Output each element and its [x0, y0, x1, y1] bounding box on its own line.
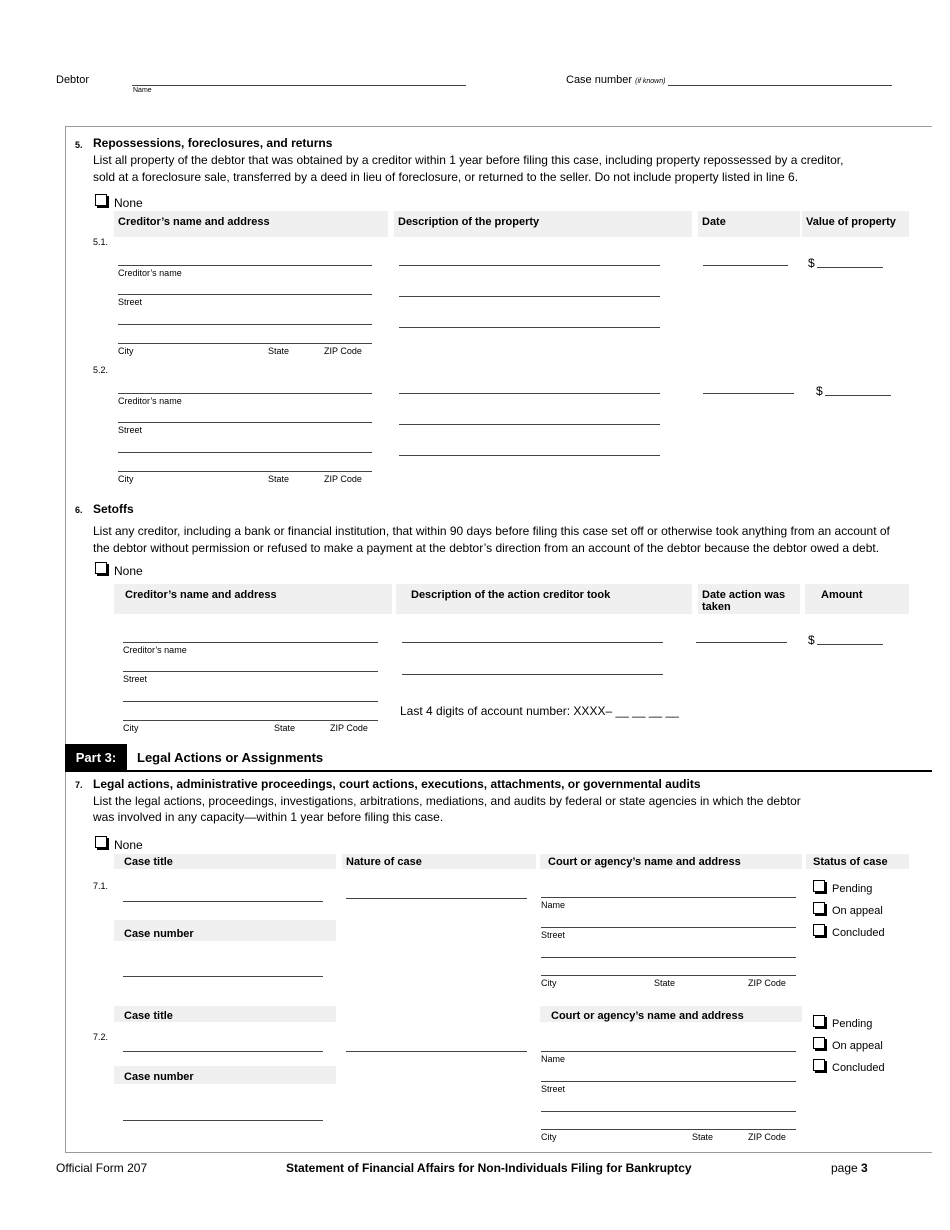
s5-1-dollar: $ [808, 256, 815, 270]
s7-col-status: Status of case [806, 854, 909, 869]
part3-title: Legal Actions or Assignments [137, 750, 324, 765]
s6-creditor-name-caption: Creditor’s name [123, 645, 187, 655]
s5-col-creditor: Creditor’s name and address [114, 211, 388, 237]
s5-1-creditor-name-line[interactable] [118, 265, 372, 266]
s7-none-checkbox[interactable] [95, 836, 107, 848]
s5-1-creditor-name-caption: Creditor’s name [118, 268, 182, 278]
s7-2-case-title-header: Case title [114, 1006, 336, 1022]
part3-label: Part 3: [65, 744, 127, 772]
s5-2-state-caption: State [268, 474, 290, 484]
s5-2-value-line[interactable] [825, 395, 891, 396]
s7-2-on-appeal-checkbox[interactable] [813, 1037, 825, 1049]
s6-desc-2: the debtor without permission or refused to make a payment at the debtor’s direction from an account of the debtor because the debtor owed a debt. [93, 541, 880, 555]
s5-number: 5. [75, 140, 83, 150]
s7-number: 7. [75, 780, 83, 790]
s7-title: Legal actions, administrative proceedings, court actions, executions, attachments, or governmental audits [93, 777, 701, 791]
s6-none-label: None [114, 564, 143, 578]
s7-1-court-name-line[interactable] [541, 897, 796, 898]
s5-1-street-caption: Street [118, 297, 143, 307]
s6-city-line[interactable] [123, 720, 378, 721]
s7-2-name-caption: Name [541, 1054, 566, 1064]
s7-2-city-caption: City [541, 1132, 557, 1142]
s7-col-court: Court or agency’s name and address [540, 854, 802, 869]
s5-1-city-line[interactable] [118, 343, 372, 344]
s6-col-creditor: Creditor’s name and address [114, 584, 392, 614]
s7-col-case-title: Case title [114, 854, 336, 869]
s7-desc-2: was involved in any capacity—within 1 year before filing this case. [93, 810, 444, 824]
s7-2-pending-checkbox[interactable] [813, 1015, 825, 1027]
s7-1-state-caption: State [654, 978, 676, 988]
s6-col-amount: Amount [805, 584, 909, 614]
s7-2-case-number-line[interactable] [123, 1120, 323, 1121]
s7-2-court-header: Court or agency’s name and address [540, 1006, 802, 1022]
s6-desc-line-1[interactable] [402, 642, 663, 643]
footer-form-name: Official Form 207 [56, 1161, 148, 1175]
s5-col-value: Value of property [802, 211, 909, 237]
s7-2-nature-line[interactable] [346, 1051, 527, 1052]
s5-1-value-line[interactable] [817, 267, 883, 268]
s6-city-caption: City [123, 723, 139, 733]
s5-2-address-line[interactable] [118, 452, 372, 453]
s6-dollar: $ [808, 633, 815, 647]
s6-col-date: Date action was taken [698, 584, 800, 614]
s7-1-case-title-line[interactable] [123, 901, 323, 902]
s7-1-nature-line[interactable] [346, 898, 527, 899]
s6-creditor-name-line[interactable] [123, 642, 378, 643]
s7-1-city-line[interactable] [541, 975, 796, 976]
s7-1-on-appeal-label: On appeal [832, 905, 883, 917]
debtor-label: Debtor [56, 74, 90, 86]
s7-2-case-title-line[interactable] [123, 1051, 323, 1052]
s6-col-description: Description of the action creditor took [396, 584, 692, 614]
s5-1-address-line[interactable] [118, 324, 372, 325]
s7-1-street-caption: Street [541, 930, 566, 940]
s7-2-zip-caption: ZIP Code [748, 1132, 786, 1142]
case-number-label: Case number (if known) [566, 74, 666, 86]
s5-desc-1: List all property of the debtor that was obtained by a creditor within 1 year before filing this case, including property repossessed by a creditor, [93, 153, 844, 167]
s5-1-desc-line-3[interactable] [399, 327, 660, 328]
s5-2-creditor-name-caption: Creditor’s name [118, 396, 182, 406]
s6-last4-account[interactable]: Last 4 digits of account number: XXXX– __ __ __ __ [400, 704, 679, 718]
s5-2-creditor-name-line[interactable] [118, 393, 372, 394]
s7-1-street-line[interactable] [541, 927, 796, 928]
s6-amount-line[interactable] [817, 644, 883, 645]
s6-none-checkbox[interactable] [95, 562, 107, 574]
s5-2-date-line[interactable] [703, 393, 794, 394]
s7-col-nature: Nature of case [342, 854, 536, 869]
s7-2-address-line[interactable] [541, 1111, 796, 1112]
s7-2-concluded-checkbox[interactable] [813, 1059, 825, 1071]
s6-desc-1: List any creditor, including a bank or financial institution, that within 90 days before filing this case set off or otherwise took anything from an account of [93, 524, 890, 538]
s7-1-pending-checkbox[interactable] [813, 880, 825, 892]
s7-2-city-line[interactable] [541, 1129, 796, 1130]
part3-header [65, 744, 932, 772]
s6-street-line[interactable] [123, 671, 378, 672]
s6-title: Setoffs [93, 502, 134, 516]
s5-1-zip-caption: ZIP Code [324, 346, 362, 356]
s5-none-checkbox[interactable] [95, 194, 107, 206]
s7-2-case-number-header: Case number [114, 1066, 336, 1084]
s7-2-on-appeal-label: On appeal [832, 1040, 883, 1052]
s5-none-label: None [114, 196, 143, 210]
s5-1-desc-line-1[interactable] [399, 265, 660, 266]
s7-row-2-number: 7.2. [93, 1032, 109, 1042]
s5-2-dollar: $ [816, 384, 823, 398]
page-number: 3 [861, 1161, 868, 1175]
s7-2-street-line[interactable] [541, 1081, 796, 1082]
s6-zip-caption: ZIP Code [330, 723, 368, 733]
debtor-name-line[interactable] [132, 85, 466, 86]
form-frame [65, 126, 932, 1153]
s7-2-concluded-label: Concluded [832, 1062, 885, 1074]
footer-page: page 3 [831, 1161, 868, 1175]
s5-col-description: Description of the property [394, 211, 692, 237]
s6-number: 6. [75, 505, 83, 515]
s6-street-caption: Street [123, 674, 148, 684]
s5-title: Repossessions, foreclosures, and returns [93, 136, 333, 150]
s7-1-pending-label: Pending [832, 883, 873, 895]
s7-1-concluded-checkbox[interactable] [813, 924, 825, 936]
s5-row-1-number: 5.1. [93, 237, 109, 247]
s7-1-case-number-header: Case number [114, 920, 336, 941]
s7-1-address-line[interactable] [541, 957, 796, 958]
s7-1-case-number-line[interactable] [123, 976, 323, 977]
s5-1-date-line[interactable] [703, 265, 788, 266]
s7-2-pending-label: Pending [832, 1018, 873, 1030]
s6-desc-line-2[interactable] [402, 674, 663, 675]
case-number-line[interactable] [668, 85, 892, 86]
s5-2-street-line[interactable] [118, 422, 372, 423]
s5-1-city-caption: City [118, 346, 134, 356]
s5-2-desc-line-1[interactable] [399, 393, 660, 394]
s5-2-city-caption: City [118, 474, 134, 484]
s7-1-name-caption: Name [541, 900, 566, 910]
s7-2-court-name-line[interactable] [541, 1051, 796, 1052]
s7-none-label: None [114, 838, 143, 852]
s5-2-desc-line-2[interactable] [399, 424, 660, 425]
s7-row-1-number: 7.1. [93, 881, 109, 891]
footer-title: Statement of Financial Affairs for Non-Individuals Filing for Bankruptcy [286, 1161, 692, 1175]
s5-1-street-line[interactable] [118, 294, 372, 295]
name-caption: Name [133, 87, 152, 94]
s5-2-street-caption: Street [118, 425, 143, 435]
s5-desc-2: sold at a foreclosure sale, transferred by a deed in lieu of foreclosure, or returned to the seller. Do not include property listed in line 6. [93, 170, 799, 184]
s5-2-city-line[interactable] [118, 471, 372, 472]
s5-col-date: Date [698, 211, 800, 237]
s7-1-concluded-label: Concluded [832, 927, 885, 939]
s7-desc-1: List the legal actions, proceedings, investigations, arbitrations, mediations, and audits by federal or state agencies in which the debtor [93, 794, 801, 808]
s6-date-line[interactable] [696, 642, 787, 643]
s7-1-zip-caption: ZIP Code [748, 978, 786, 988]
s5-1-desc-line-2[interactable] [399, 296, 660, 297]
s7-1-city-caption: City [541, 978, 557, 988]
s5-1-state-caption: State [268, 346, 290, 356]
s7-2-state-caption: State [692, 1132, 714, 1142]
s6-address-line[interactable] [123, 701, 378, 702]
s5-row-2-number: 5.2. [93, 365, 109, 375]
s7-1-on-appeal-checkbox[interactable] [813, 902, 825, 914]
s7-2-street-caption: Street [541, 1084, 566, 1094]
s6-state-caption: State [274, 723, 296, 733]
s5-2-desc-line-3[interactable] [399, 455, 660, 456]
s5-2-zip-caption: ZIP Code [324, 474, 362, 484]
